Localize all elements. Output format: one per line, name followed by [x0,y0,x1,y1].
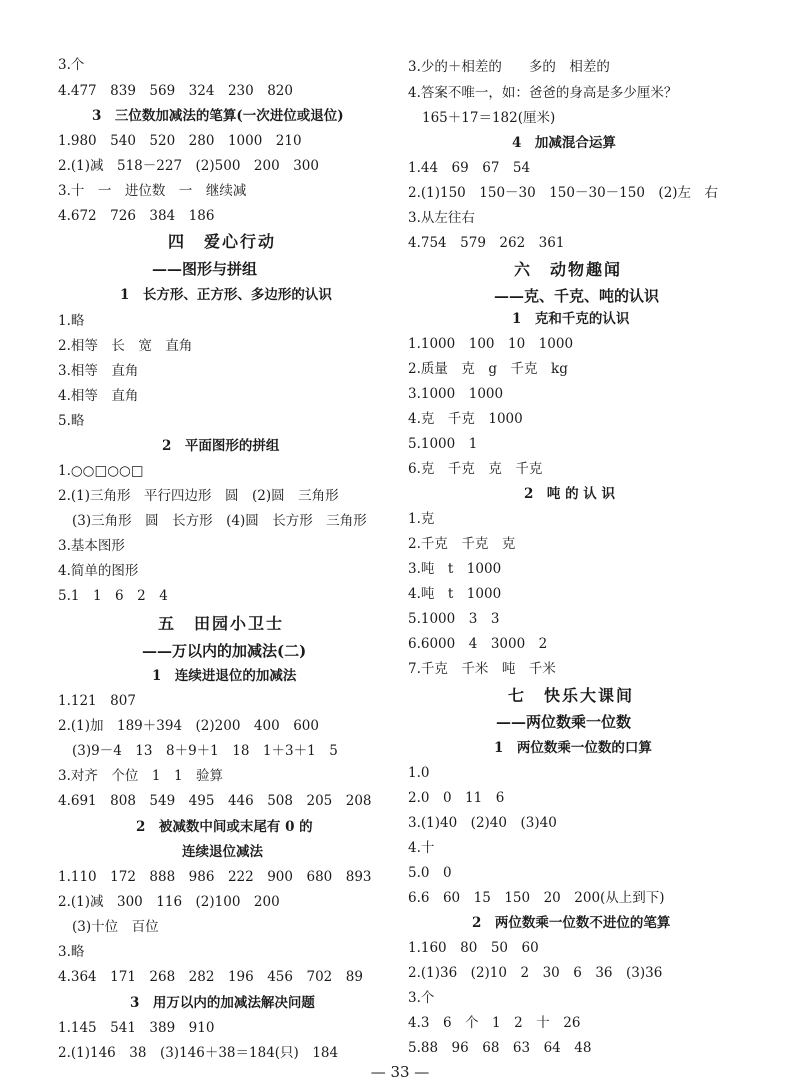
section-heading: 1 两位数乘一位数的口算 [494,740,652,756]
answer-line: 4.简单的图形 [58,563,139,579]
answer-line: 3.(1)40 (2)40 (3)40 [408,815,557,831]
chapter-subtitle: ——两位数乘一位数 [496,713,632,731]
answer-line: 6.6000 4 3000 2 [408,636,548,652]
answer-line: 4.答案不唯一，如：爸爸的身高是多少厘米？ [408,85,678,101]
answer-line: 1.160 80 50 60 [408,940,539,956]
section-heading: 2 平面图形的拼组 [162,438,280,454]
chapter-title: 五 田园小卫士 [158,614,285,633]
section-heading: 连续退位减法 [182,844,263,860]
answer-line: 2.(1)减 518－227 (2)500 200 300 [58,158,319,174]
answer-line: 2.相等 长 宽 直角 [58,338,193,354]
answer-line: 4.3 6 个 1 2 十 26 [408,1015,581,1031]
answer-line: 3.略 [58,944,85,960]
answer-line: 2.(1)36 (2)10 2 30 6 36 (3)36 [408,965,663,981]
answer-line: 3.个 [408,990,435,1006]
answer-line: 4.相等 直角 [58,388,139,404]
chapter-subtitle: ——图形与拼组 [152,260,258,278]
answer-line: 3.对齐 个位 1 1 验算 [58,768,224,784]
section-heading: 1 长方形、正方形、多边形的认识 [120,287,332,303]
answer-line: 6.克 千克 克 千克 [408,461,543,477]
answer-line: 1.110 172 888 986 222 900 680 893 [58,869,372,885]
answer-line: (3)十位 百位 [72,919,159,935]
answer-line: 5.88 96 68 63 64 48 [408,1040,592,1056]
answer-line: 3.少的＋相差的 多的 相差的 [408,59,610,75]
answer-line: 4.克 千克 1000 [408,411,523,427]
answer-line: 4.364 171 268 282 196 456 702 89 [58,969,363,985]
answer-line: 1.略 [58,313,85,329]
answer-line: 1.121 807 [58,693,136,709]
chapter-title: 七 快乐大课间 [508,686,635,705]
answer-line: (3)9－4 13 8＋9＋1 18 1＋3＋1 5 [72,743,338,759]
answer-line: 4.十 [408,840,435,856]
section-heading: 3 用万以内的加减法解决问题 [130,995,315,1011]
answer-line: 2.(1)加 189＋394 (2)200 400 600 [58,718,319,734]
answer-line: 4.吨 t 1000 [408,586,502,602]
chapter-subtitle: ——万以内的加减法(二) [142,642,307,660]
answer-line: 3.从左往右 [408,210,475,226]
answer-line: 1.145 541 389 910 [58,1020,215,1036]
answer-line: 5.略 [58,413,85,429]
answer-line: 2.0 0 11 6 [408,790,505,806]
answer-line: 2.(1)146 38 (3)146＋38＝184(只) 184 [58,1045,339,1061]
section-heading: 3 三位数加减法的笔算(一次进位或退位) [92,108,344,124]
answer-line: 6.6 60 15 150 20 200(从上到下) [408,890,665,906]
answer-line: 1.44 69 67 54 [408,160,531,176]
answer-line: 3.十 一 进位数 一 继续减 [58,183,247,199]
answer-line: 3.吨 t 1000 [408,561,502,577]
answer-line: 5.1000 3 3 [408,611,500,627]
answer-line: 5.1000 1 [408,436,478,452]
section-heading: 4 加减混合运算 [512,135,616,151]
chapter-subtitle: ——克、千克、吨的认识 [494,287,660,305]
answer-line: 2.千克 千克 克 [408,536,516,552]
answer-line: 5.1 1 6 2 4 [58,588,168,604]
answer-line: 2.质量 克 g 千克 kg [408,361,568,377]
answer-line: 4.754 579 262 361 [408,235,565,251]
answer-line: (3)三角形 圆 长方形 (4)圆 长方形 三角形 [72,513,367,529]
answer-line: 3.相等 直角 [58,363,139,379]
chapter-title: 六 动物趣闻 [514,260,623,279]
answer-line: 2.(1)减 300 116 (2)100 200 [58,894,280,910]
answer-line: 5.0 0 [408,865,452,881]
answer-line: 4.477 839 569 324 230 820 [58,83,293,99]
section-heading: 1 连续进退位的加减法 [152,668,297,684]
chapter-title: 四 爱心行动 [168,232,277,251]
section-heading: 1 克和千克的认识 [512,311,630,327]
answer-line: 3.个 [58,57,85,73]
answer-line: 2.(1)三角形 平行四边形 圆 (2)圆 三角形 [58,488,339,504]
section-heading: 2 两位数乘一位数不进位的笔算 [472,915,671,931]
answer-line: 165＋17＝182(厘米) [422,110,556,126]
answer-line: 1.○○□○○□ [58,463,144,479]
section-heading: 2 吨 的 认 识 [524,486,615,502]
answer-line: 1.0 [408,765,430,781]
answer-line: 1.克 [408,511,435,527]
answer-line: 3.基本图形 [58,538,125,554]
answer-line: 2.(1)150 150－30 150－30－150 (2)左 右 [408,185,719,201]
page-number: — 33 — [370,1063,430,1081]
section-heading: 2 被减数中间或末尾有 0 的 [136,819,313,835]
answer-line: 1.980 540 520 280 1000 210 [58,133,302,149]
answer-line: 3.1000 1000 [408,386,504,402]
answer-line: 4.672 726 384 186 [58,208,215,224]
answer-line: 1.1000 100 10 1000 [408,336,574,352]
answer-line: 4.691 808 549 495 446 508 205 208 [58,793,372,809]
answer-line: 7.千克 千米 吨 千米 [408,661,556,677]
